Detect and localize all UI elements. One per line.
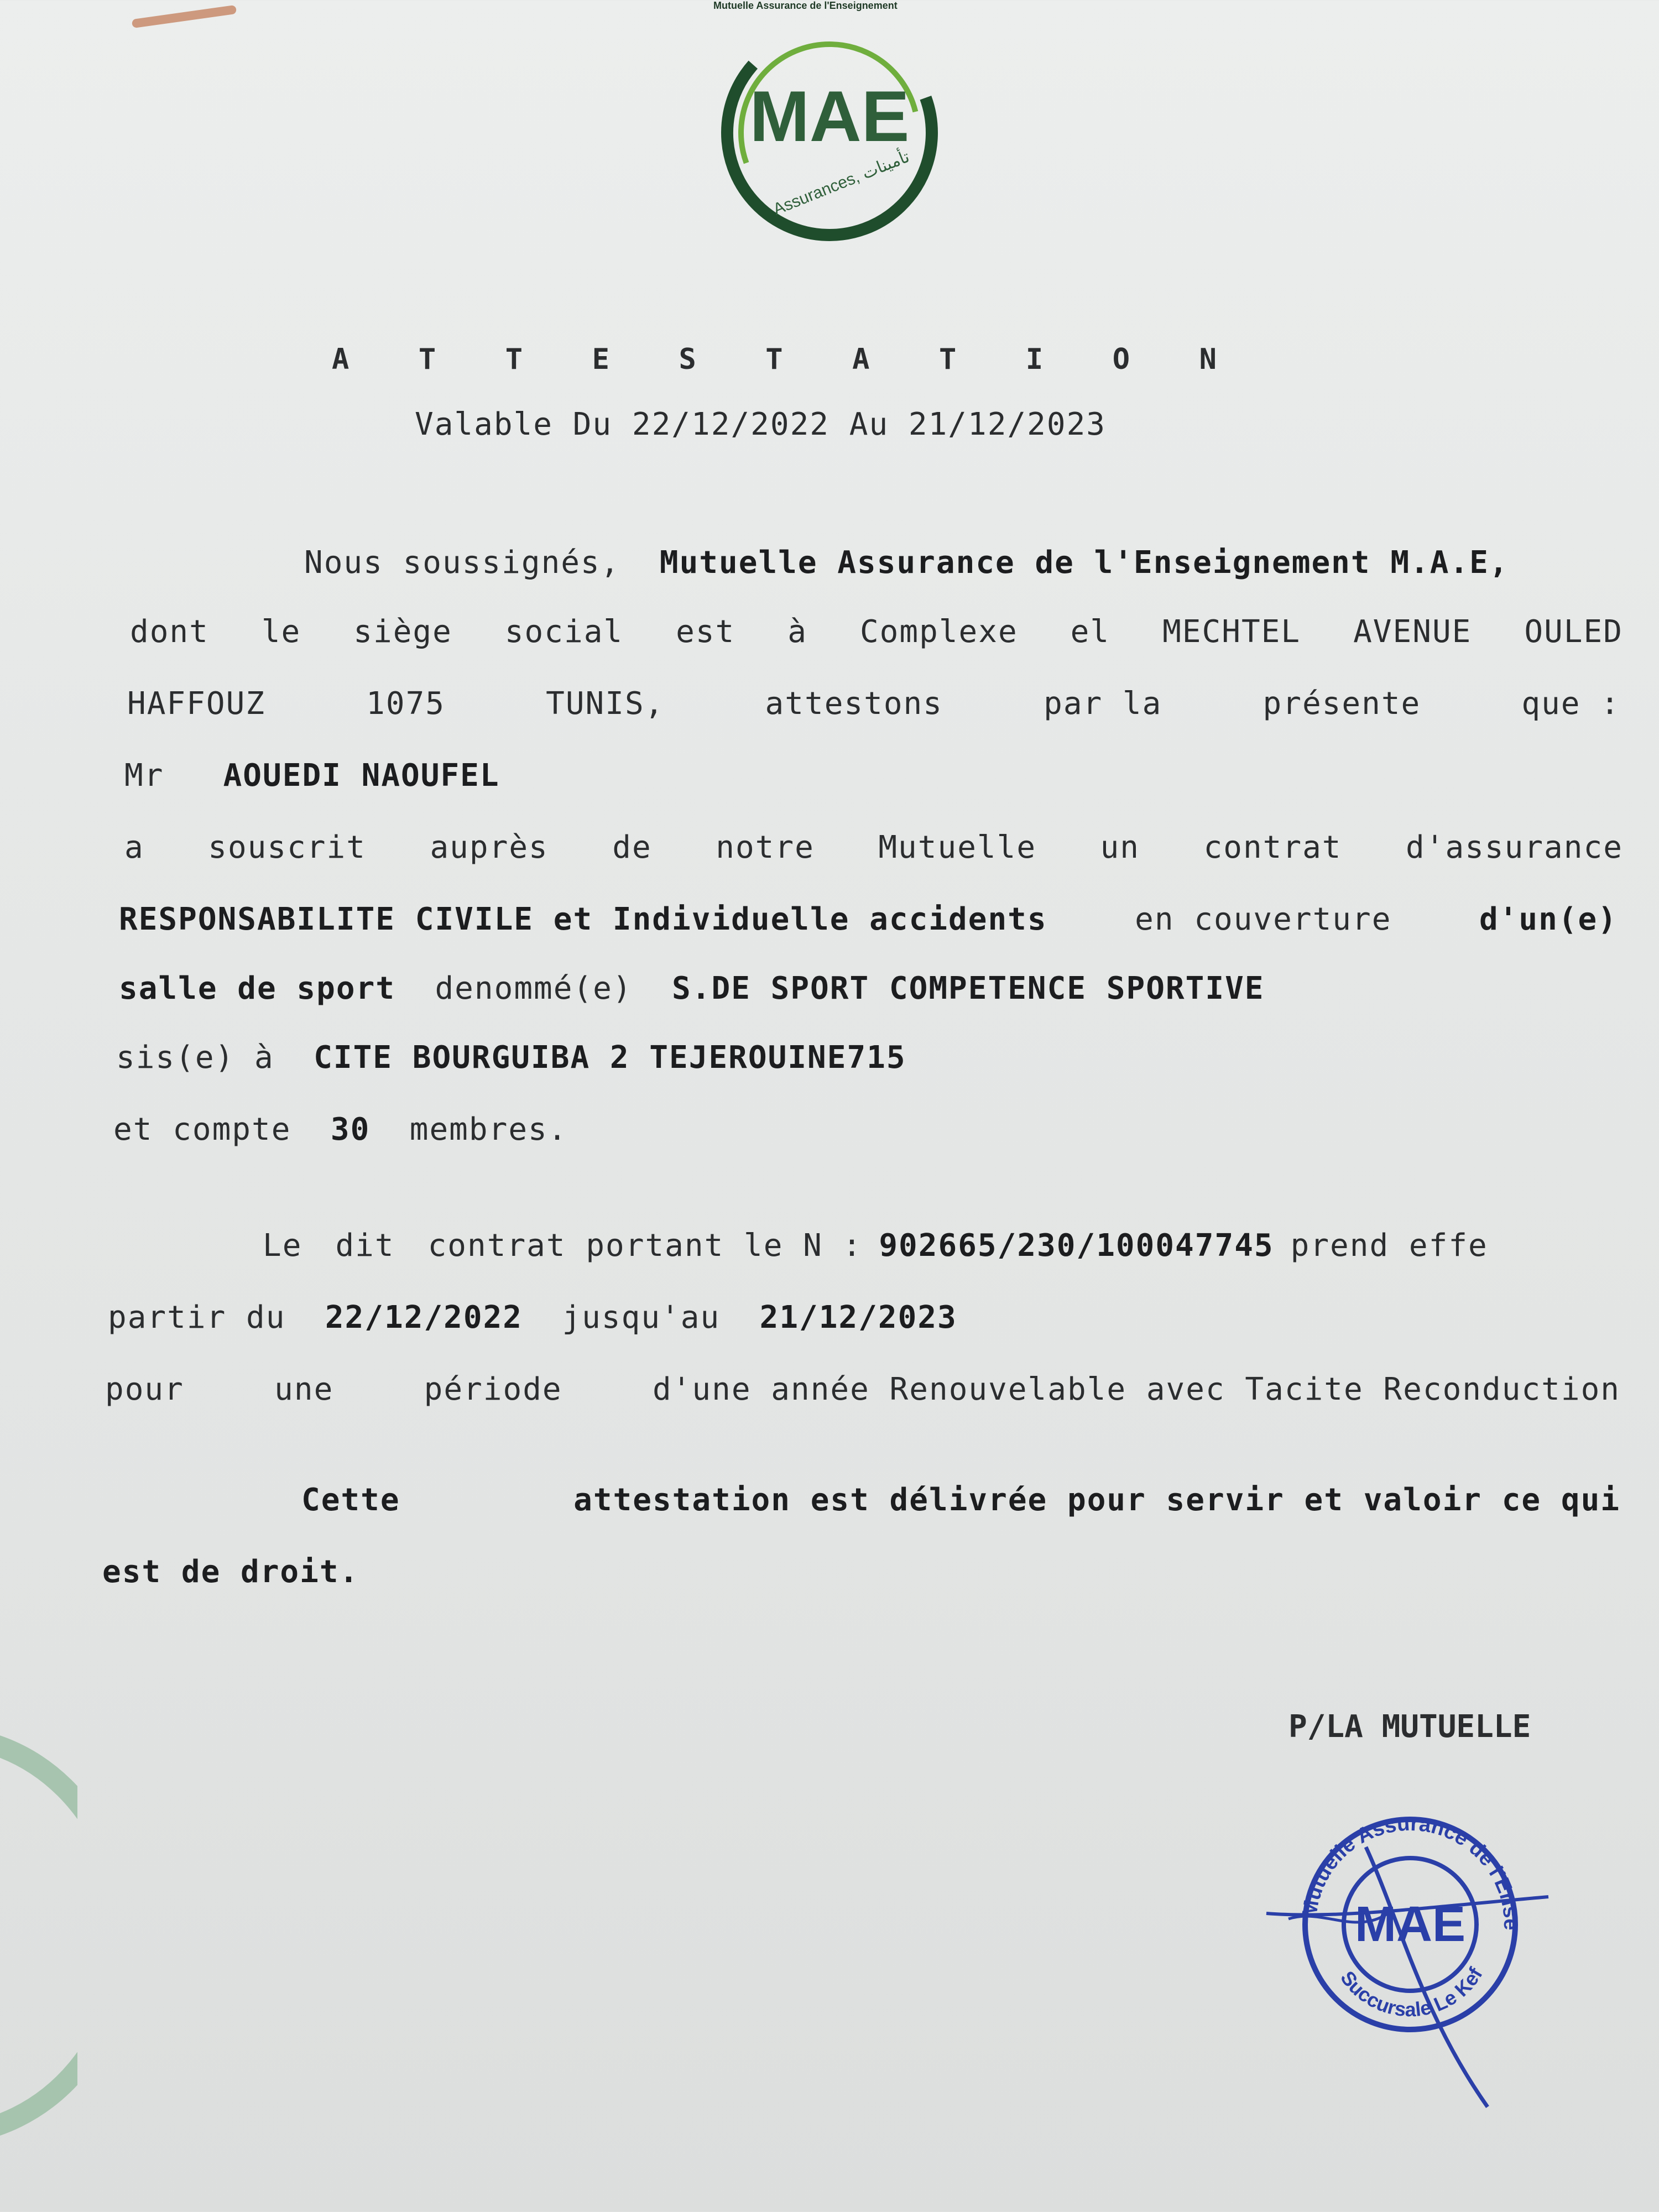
word: contrat portant le N : [427, 1228, 863, 1264]
word: TUNIS, [546, 686, 665, 722]
p1-line6 [119, 901, 1618, 937]
word: prend effe [1290, 1228, 1488, 1264]
word: a [124, 830, 144, 865]
word: d'une année Renouvelable avec Tacite Reconduction [652, 1371, 1620, 1407]
watermark-arc [0, 1725, 77, 2146]
word: OULED [1524, 614, 1623, 650]
word: membres. [409, 1112, 568, 1147]
word: HAFFOUZ [127, 686, 266, 722]
p3-line1 [301, 1482, 1620, 1518]
word: un [1100, 830, 1140, 865]
word: dont [130, 614, 209, 650]
title-letter: A [852, 343, 870, 376]
word: notre [716, 830, 815, 865]
coverage-type: RESPONSABILITE CIVILE et Individuelle accidents [119, 901, 1047, 937]
word: partir du [108, 1300, 286, 1335]
facility-address: CITE BOURGUIBA 2 TEJEROUINE715 [314, 1040, 906, 1076]
title-letter: T [765, 343, 783, 376]
official-stamp [1255, 1781, 1565, 2112]
word: MECHTEL [1162, 614, 1301, 650]
title-letter: T [505, 343, 523, 376]
word: jusqu'au [562, 1300, 721, 1335]
word: en couverture [1135, 901, 1392, 937]
insurer-name: Mutuelle Assurance de l'Enseignement M.A.E, [659, 545, 1509, 581]
word: le [261, 614, 301, 650]
word: que : [1521, 686, 1620, 722]
title-mr: Mr [124, 758, 164, 794]
word: auprès [430, 830, 549, 865]
word: Cette [301, 1482, 400, 1518]
word: 1075 [366, 686, 445, 722]
title-letter: S [679, 343, 696, 376]
word: est [676, 614, 735, 650]
p1-line4 [124, 758, 500, 794]
facility-name: S.DE SPORT COMPETENCE SPORTIVE [672, 971, 1265, 1006]
title-letter: T [939, 343, 957, 376]
word: d'un(e) [1479, 901, 1618, 937]
stamp-icon [1255, 1781, 1565, 2112]
logo-topline: Mutuelle Assurance de l'Enseignement [713, 0, 898, 11]
p3-line2: est de droit. [102, 1554, 359, 1590]
title-letter: A [332, 343, 349, 376]
word: une [274, 1371, 334, 1407]
word: attestation est délivrée pour servir et valoir ce qui [573, 1482, 1620, 1518]
word: Complexe [859, 614, 1018, 650]
title-letter: T [418, 343, 436, 376]
contract-number: 902665/230/100047745 [879, 1228, 1274, 1264]
word: présente [1262, 686, 1421, 722]
word: à [787, 614, 807, 650]
word: dit [335, 1228, 395, 1264]
mae-logo [713, 22, 946, 243]
stamp-ring-text: Mutuelle Assurance de l'Ense [1298, 1812, 1523, 1931]
mae-logo-icon [713, 22, 946, 243]
word: attestons [765, 686, 943, 722]
p1-line7 [119, 971, 1265, 1006]
word: et compte [113, 1112, 291, 1147]
start-date: 22/12/2022 [325, 1300, 523, 1335]
word: Mutuelle [878, 830, 1037, 865]
member-count: 30 [330, 1112, 371, 1147]
end-date: 21/12/2023 [759, 1300, 957, 1335]
word: période [424, 1371, 562, 1407]
word: siège [353, 614, 452, 650]
p2-line3 [105, 1371, 1620, 1407]
p1-line3 [127, 686, 1620, 722]
word: AVENUE [1353, 614, 1472, 650]
word: d'assurance [1406, 830, 1623, 865]
word: sis(e) à [116, 1040, 274, 1076]
p1-line5 [124, 830, 1623, 865]
word: de [612, 830, 652, 865]
p1-line8 [116, 1040, 906, 1076]
p2-line1 [263, 1228, 1659, 1264]
logo-subtext: Assurances, تأمينات [770, 147, 912, 219]
title-letter: O [1112, 343, 1130, 376]
p1-line2 [130, 614, 1623, 650]
p1-line1 [304, 545, 1509, 581]
pin-mark [132, 5, 237, 28]
word: Le [263, 1228, 302, 1264]
word: pour [105, 1371, 184, 1407]
insured-name: AOUEDI NAOUFEL [223, 758, 500, 794]
p1-line9 [113, 1112, 567, 1147]
title-letter: E [592, 343, 609, 376]
word: denommé(e) [435, 971, 633, 1006]
signature-label: P/LA MUTUELLE [1288, 1709, 1531, 1745]
word: contrat [1203, 830, 1342, 865]
title-letter: I [1025, 343, 1044, 376]
facility-type: salle de sport [119, 971, 396, 1006]
attestation-title [332, 343, 1217, 376]
title-letter: N [1199, 343, 1217, 376]
validity-period: Valable Du 22/12/2022 Au 21/12/2023 [415, 406, 1107, 442]
word: souscrit [208, 830, 366, 865]
p2-line2 [108, 1300, 957, 1335]
p1-intro: Nous soussignés, [304, 545, 620, 581]
logo-text: MAE [749, 76, 910, 156]
stamp-center: MAE [1355, 1897, 1465, 1952]
word: par la [1044, 686, 1162, 722]
word: social [504, 614, 624, 650]
word: el [1070, 614, 1110, 650]
stamp-bottom-text: Succursale Le Kef [1336, 1963, 1487, 2021]
